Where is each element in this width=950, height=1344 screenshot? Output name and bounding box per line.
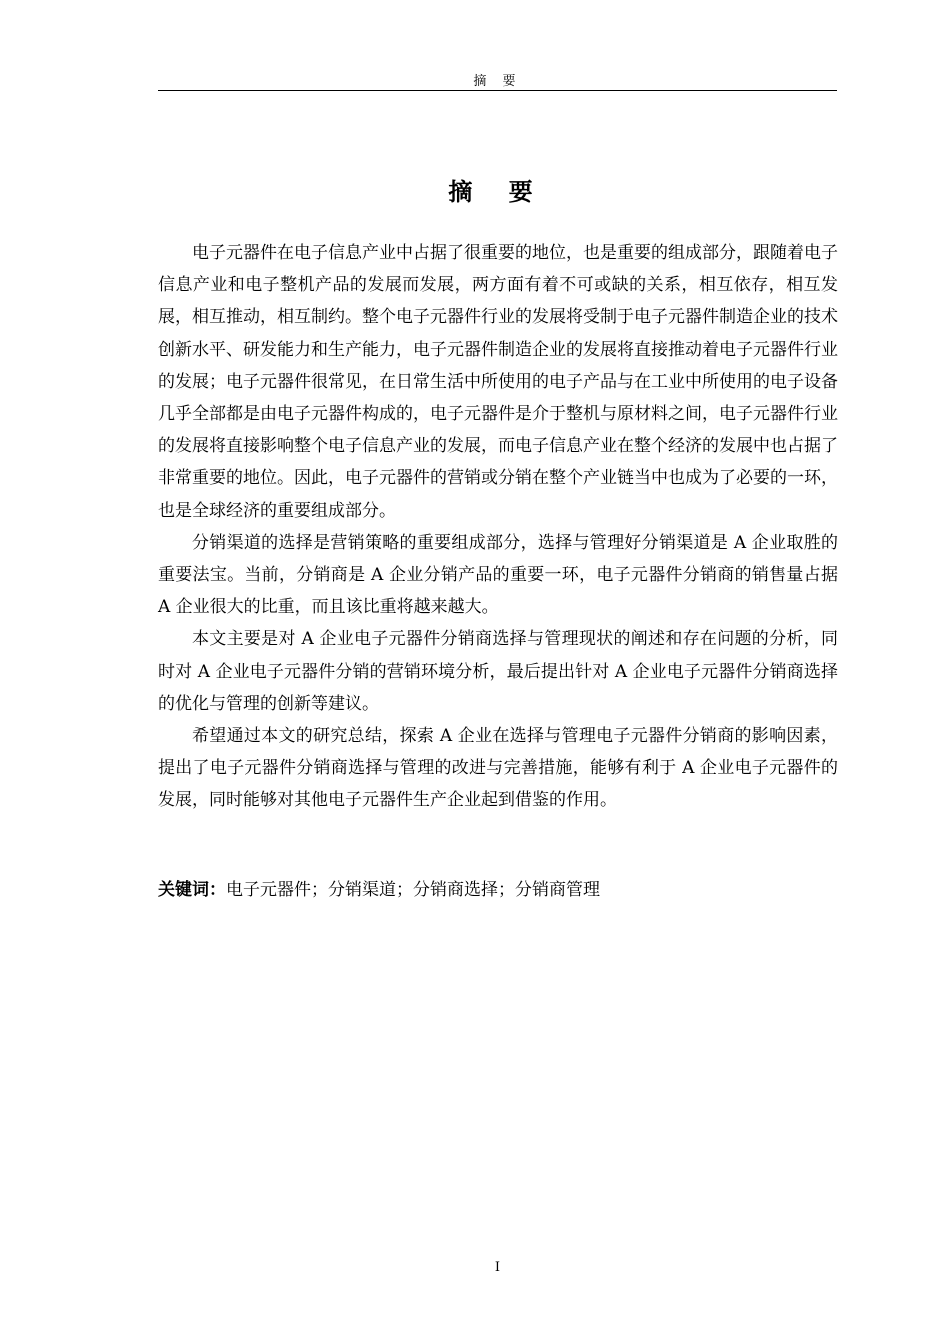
page-title: 摘 要 bbox=[448, 178, 547, 206]
running-header: 摘 要 bbox=[473, 74, 522, 89]
page-number: I bbox=[494, 1260, 501, 1275]
keywords-label: 关键词： bbox=[158, 880, 226, 900]
abstract-paragraph-1: 电子元器件在电子信息产业中占据了很重要的地位，也是重要的组成部分，跟随着电子信息产业和电子整机产品的发展而发展，两方面有着不可或缺的关系，相互依存，相互发展，相互推动，相互制约。整个电子元器件行业的发展将受制于电子元器件制造企业的技术创新水平、研发能力和生产能力，电子元器件制造企业的发展将直接推动着电子元器件行业的发展；电子元器件很常见，在日常生活中所使用的电子产品与在工业中所使用的电子设备几乎全部都是由电子元器件构成的，电子元器件是介于整机与原材料之间，电子元器件行业的发展将直接影响整个电子信息产业的发展，而电子信息产业在整个经济的发展中也占据了非常重要的地位。因此，电子元器件的营销或分销在整个产业链当中也成为了必要的一环，也是全球经济的重要组成部分。 bbox=[158, 243, 838, 521]
keywords-value: 电子元器件；分销渠道；分销商选择；分销商管理 bbox=[226, 880, 600, 900]
abstract-paragraph-2: 分销渠道的选择是营销策略的重要组成部分，选择与管理好分销渠道是 A 企业取胜的重要法宝。当前，分销商是 A 企业分销产品的重要一环，电子元器件分销商的销售量占据 A 企业很大的比重，而且该比重将越来越大。 bbox=[158, 532, 838, 618]
abstract-paragraph-4: 希望通过本文的研究总结，探索 A 企业在选择与管理电子元器件分销商的影响因素，提出了电子元器件分销商选择与管理的改进与完善措施，能够有利于 A 企业电子元器件的发展，同时能够对其他电子元器件生产企业起到借鉴的作用。 bbox=[158, 726, 838, 811]
abstract-paragraph-3: 本文主要是对 A 企业电子元器件分销商选择与管理现状的阐述和存在问题的分析，同时对 A 企业电子元器件分销的营销环境分析，最后提出针对 A 企业电子元器件分销商选择的优化与管理的创新等建议。 bbox=[158, 629, 838, 714]
header-rule bbox=[158, 90, 837, 91]
abstract-body bbox=[158, 237, 838, 817]
keywords-line bbox=[158, 874, 838, 906]
